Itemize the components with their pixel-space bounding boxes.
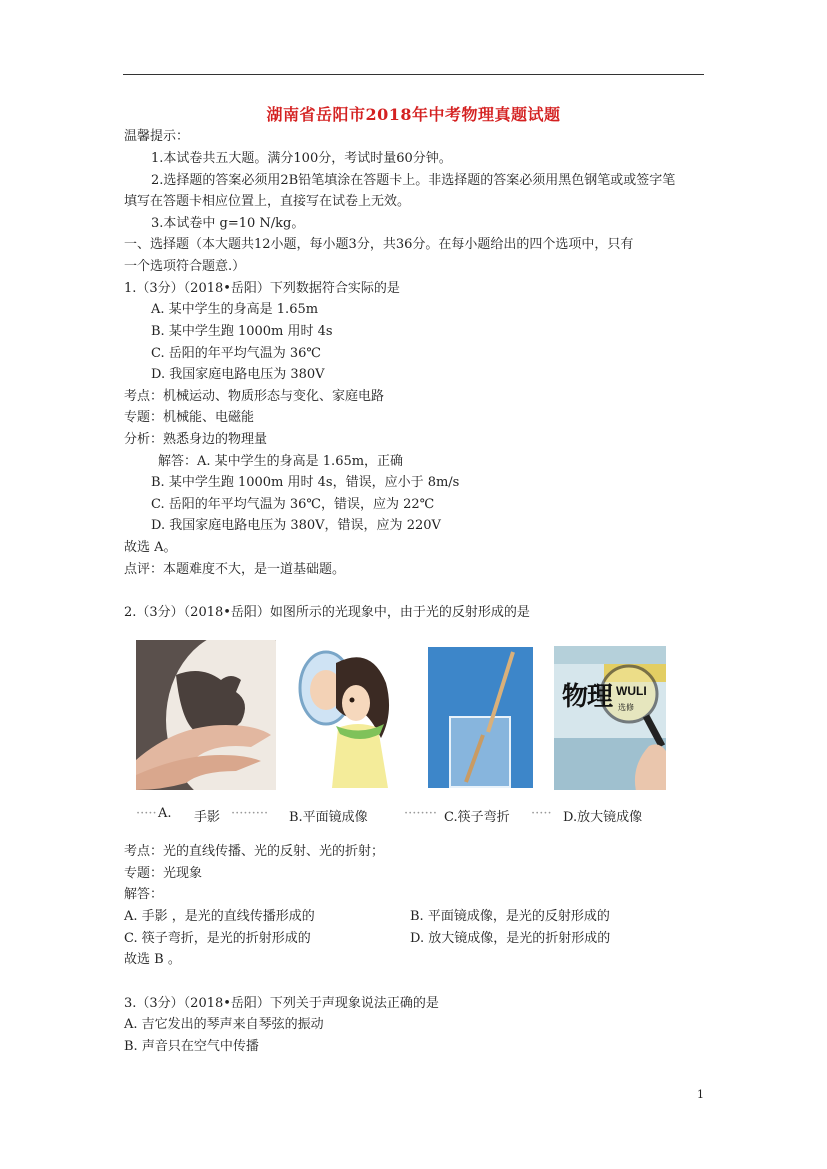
book-code: WULI — [616, 684, 647, 698]
q1-kaodian: 考点：机械运动、物质形态与变化、家庭电路 — [124, 389, 385, 404]
caption-b: B.平面镜成像 — [289, 810, 368, 825]
q3-option-a: A. 吉它发出的琴声来自琴弦的振动 — [124, 1017, 324, 1032]
q2-answer-b: B. 平面镜成像，是光的反射形成的 — [410, 909, 610, 924]
q1-choice: 故选 A。 — [124, 540, 177, 555]
q2-stem: 2.（3分）（2018•岳阳）如图所示的光现象中，由于光的反射形成的是 — [124, 605, 530, 620]
q1-answer-b: B. 某中学生跑 1000m 用时 4s，错误，应小于 8m/s — [151, 475, 460, 490]
page-title: 湖南省岳阳市2018年中考物理真题试题 — [266, 105, 561, 124]
q1-option-c: C. 岳阳的年平均气温为 36℃ — [151, 346, 321, 361]
caption-a-text: 手影 — [194, 810, 221, 825]
q1-answer-d: D. 我国家庭电路电压为 380V，错误，应为 220V — [151, 518, 441, 533]
q2-answer-a: A. 手影 ，是光的直线传播形成的 — [124, 909, 315, 924]
section-1-line-1: 一、选择题（本大题共12小题，每小题3分，共36分。在每小题给出的四个选项中，只有 — [124, 237, 634, 252]
caption-a-label: A. — [158, 806, 172, 821]
mirror-girl-image — [296, 648, 392, 791]
header-rule — [123, 74, 704, 75]
q1-answer-c: C. 岳阳的年平均气温为 36℃，错误，应为 22℃ — [151, 497, 435, 512]
q1-comment: 点评：本题难度不大，是一道基础题。 — [124, 562, 346, 577]
q2-choice: 故选 B 。 — [124, 952, 181, 967]
q2-answer-c: C. 筷子弯折，是光的折射形成的 — [124, 931, 311, 946]
tip-3: 3.本试卷中 g=10 N/kg。 — [151, 216, 305, 231]
q3-option-b: B. 声音只在空气中传播 — [124, 1039, 259, 1054]
q2-jieda: 解答： — [124, 887, 164, 902]
q1-option-b: B. 某中学生跑 1000m 用时 4s — [151, 324, 333, 339]
chopstick-image — [428, 647, 533, 788]
q1-option-d: D. 我国家庭电路电压为 380V — [151, 367, 325, 382]
q1-fenxi: 分析：熟悉身边的物理量 — [124, 432, 268, 447]
caption-d: D.放大镜成像 — [563, 810, 643, 825]
q1-zhuanti: 专题：机械能、电磁能 — [124, 410, 255, 425]
q2-zhuanti: 专题：光现象 — [124, 866, 203, 881]
intro-heading: 温馨提示： — [124, 129, 190, 144]
book-sub: 选修 — [618, 703, 634, 712]
book-title: 物理 — [562, 682, 613, 712]
q1-option-a: A. 某中学生的身高是 1.65m — [151, 302, 319, 317]
q1-answer-a: 解答：A. 某中学生的身高是 1.65m，正确 — [158, 454, 404, 469]
caption-c: C.筷子弯折 — [444, 810, 510, 825]
q2-kaodian: 考点：光的直线传播、光的反射、光的折射； — [124, 844, 385, 859]
q1-stem: 1.（3分）（2018•岳阳）下列数据符合实际的是 — [124, 281, 400, 296]
q2-answer-d: D. 放大镜成像，是光的折射形成的 — [410, 931, 611, 946]
section-1-line-2: 一个选项符合题意.） — [124, 259, 246, 274]
tip-2b: 填写在答题卡相应位置上，直接写在试卷上无效。 — [124, 194, 411, 209]
hand-shadow-image — [136, 640, 276, 790]
page-number: 1 — [697, 1088, 704, 1101]
magnifier-book-image — [554, 646, 666, 790]
tip-1: 1.本试卷共五大题。满分100分，考试时量60分钟。 — [151, 151, 452, 166]
q3-stem: 3.（3分）（2018•岳阳）下列关于声现象说法正确的是 — [124, 996, 439, 1011]
tip-2a: 2.选择题的答案必须用2B铅笔填涂在答题卡上。非选择题的答案必须用黑色钢笔或或签字笔 — [151, 173, 676, 188]
